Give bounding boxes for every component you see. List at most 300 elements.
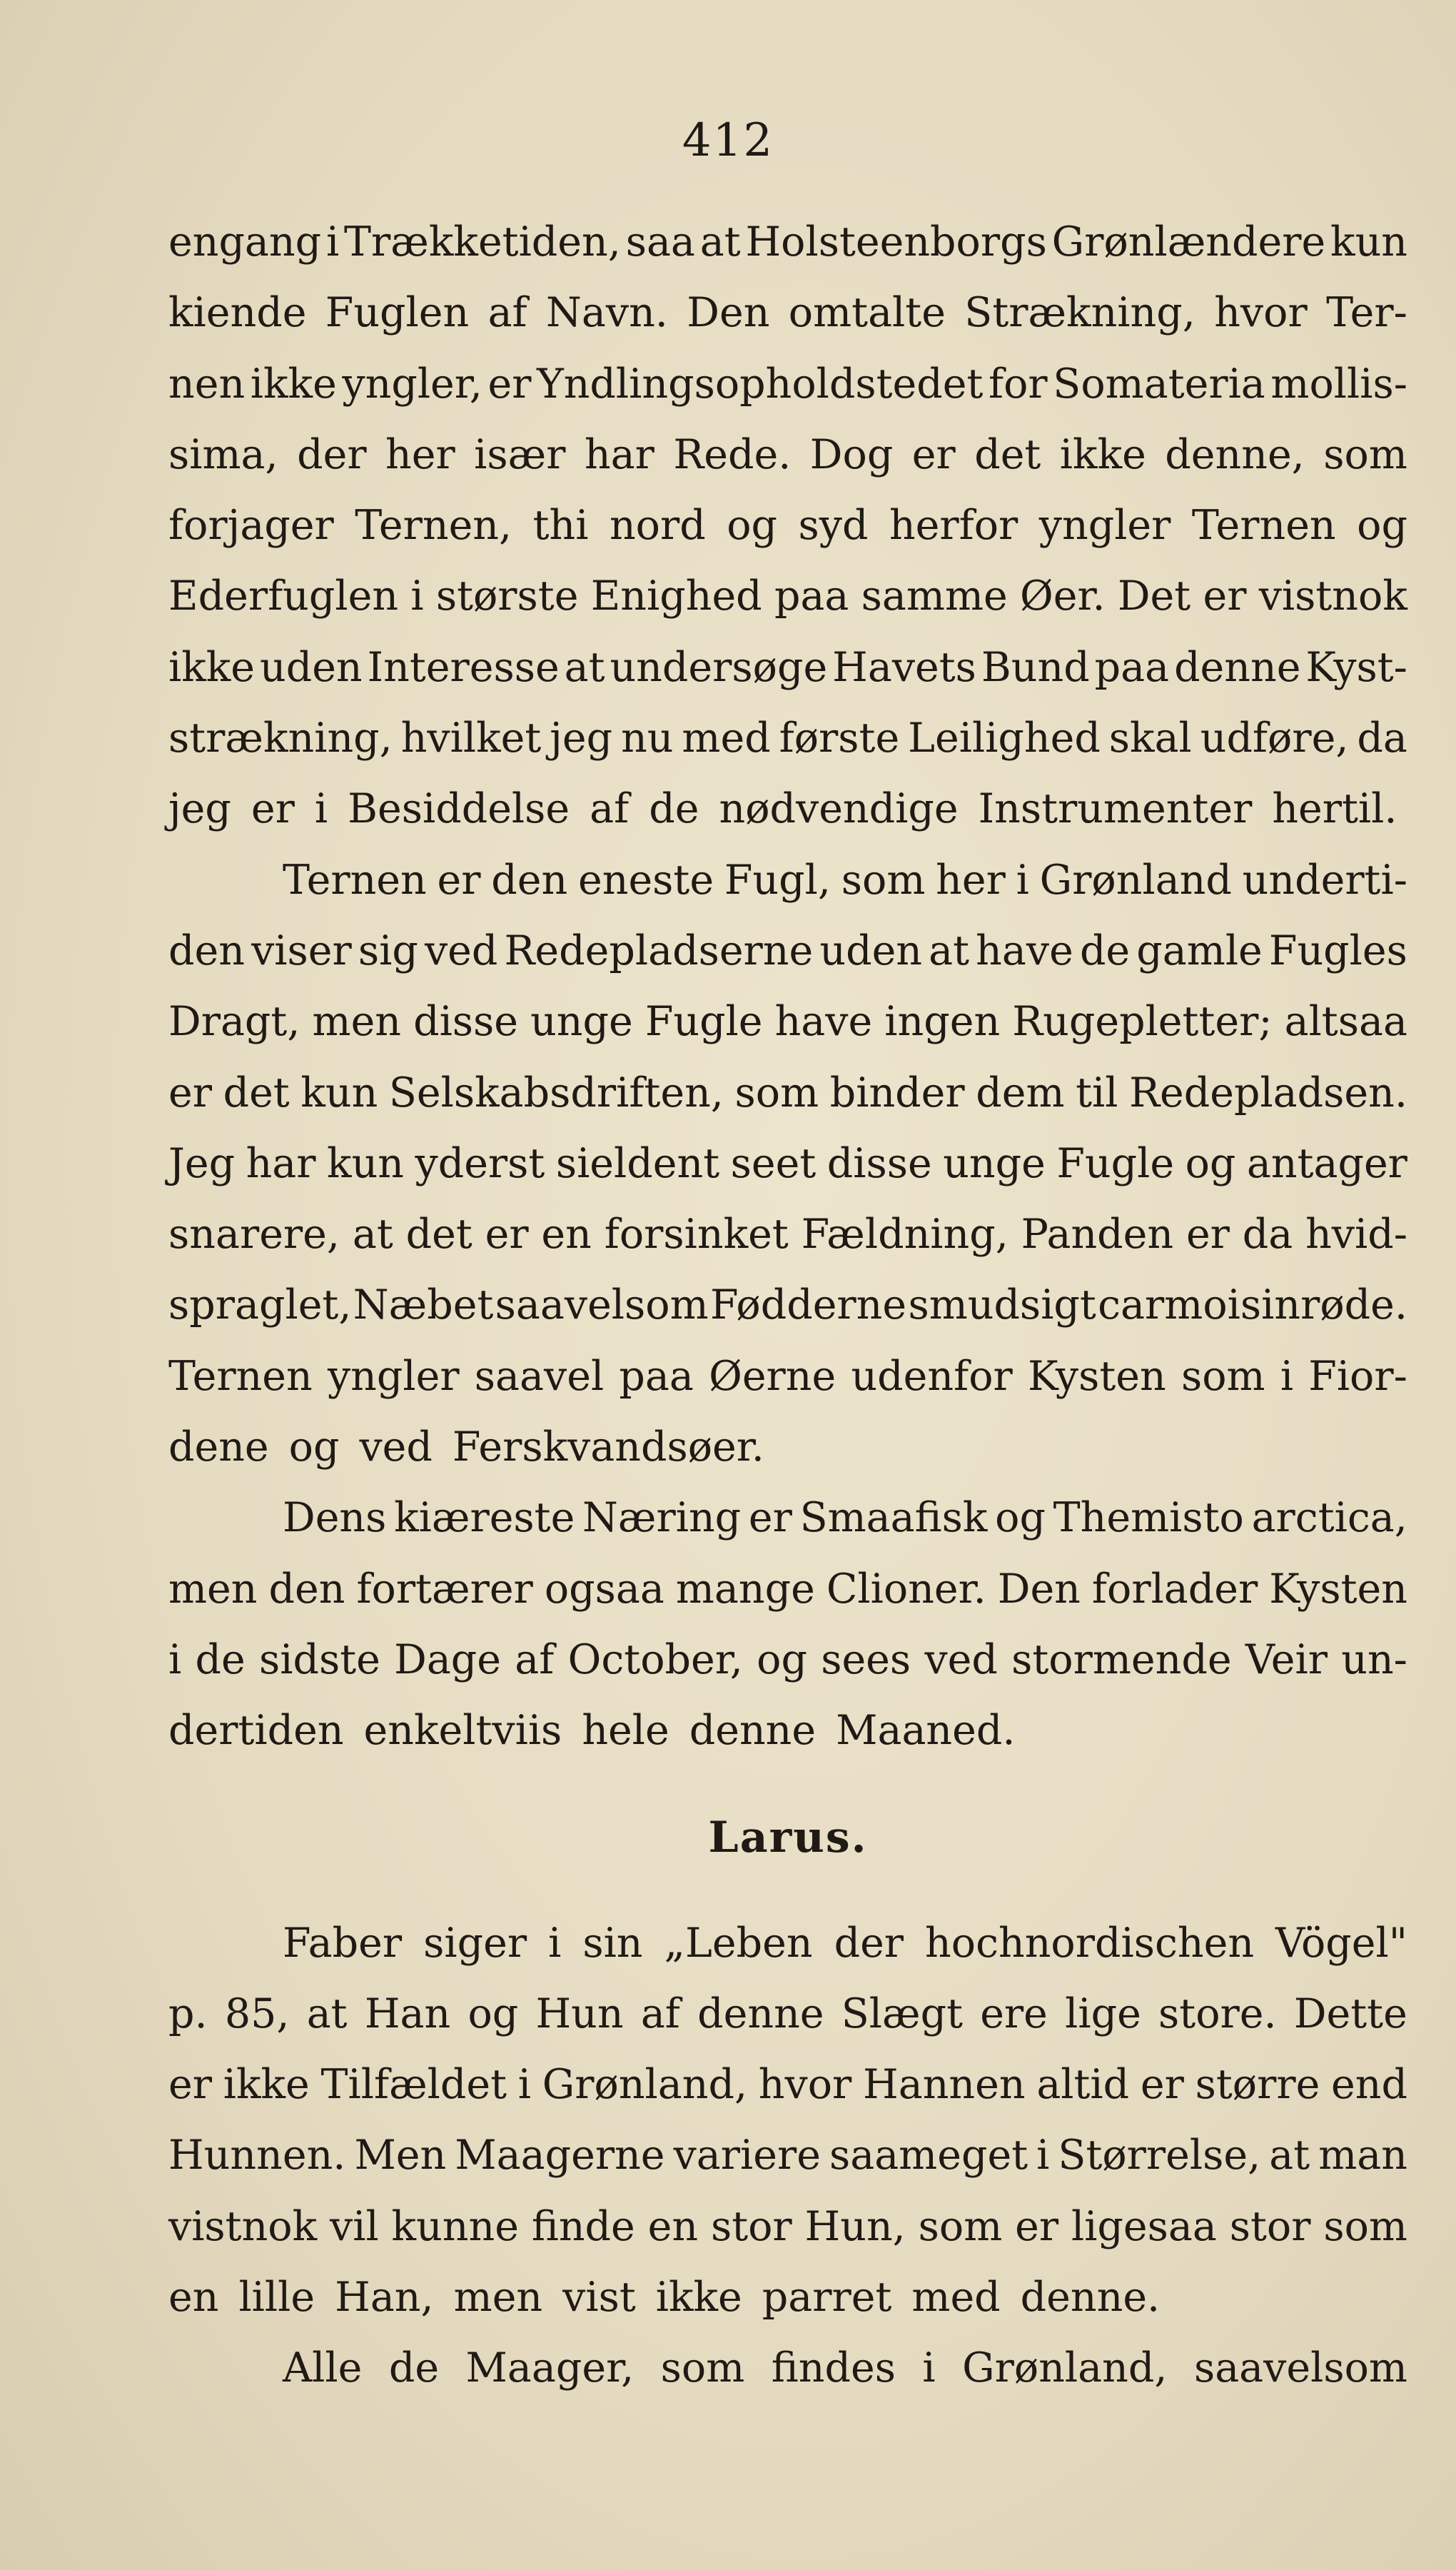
word: er <box>251 785 295 833</box>
word: Øerne <box>709 1352 836 1400</box>
word: da <box>1357 715 1407 762</box>
word: carmoisinrøde. <box>1098 1281 1407 1329</box>
word: stor <box>710 2202 792 2250</box>
word: Den <box>687 289 770 337</box>
word: Ternen <box>168 1352 313 1400</box>
word: unge <box>943 1139 1046 1187</box>
word: Fior- <box>1308 1352 1407 1400</box>
word: Maaned. <box>836 1707 1016 1755</box>
word: i <box>410 573 424 620</box>
word: men <box>312 998 402 1046</box>
word: er <box>1203 573 1247 620</box>
word: binder <box>829 1069 965 1117</box>
word: i <box>168 1636 182 1683</box>
word: Yndlingsopholdstedet <box>537 360 984 408</box>
word: der <box>297 430 367 478</box>
word: enkeltviis <box>363 1707 562 1755</box>
word: men <box>168 1565 258 1613</box>
text-line <box>168 845 1407 916</box>
word: saavelsom <box>1193 2344 1407 2392</box>
word: af <box>590 785 630 833</box>
word: ingen <box>884 998 1001 1046</box>
word: Maagerne <box>455 2132 665 2180</box>
word: at <box>352 1211 393 1259</box>
word: mollis- <box>1270 360 1407 408</box>
word: som <box>660 2344 745 2392</box>
word: en <box>541 1211 592 1259</box>
text-line <box>168 2050 1407 2120</box>
word: Fugle <box>644 998 763 1046</box>
text-line <box>168 1058 1407 1129</box>
word: Jeg <box>168 1139 236 1187</box>
word: sima, <box>168 430 278 478</box>
word: er <box>1140 2061 1184 2109</box>
word: stor <box>1229 2202 1311 2250</box>
word: lige <box>1065 1990 1141 2037</box>
word: disse <box>826 1139 932 1187</box>
word: Ferskvandsøer. <box>452 1423 764 1471</box>
word: ere <box>980 1990 1048 2037</box>
word: ligesaa <box>1071 2202 1217 2250</box>
text-line <box>168 703 1407 774</box>
word: yngler, <box>342 360 482 408</box>
word: dertiden <box>168 1707 344 1755</box>
word: Veir <box>1245 1636 1328 1683</box>
word: men <box>453 2274 543 2322</box>
word: engang <box>168 218 322 266</box>
word: i <box>314 785 328 833</box>
word: nord <box>609 502 706 550</box>
word: kun <box>1330 218 1407 266</box>
word: October, <box>567 1636 743 1683</box>
word: udenfor <box>851 1352 1013 1400</box>
word: hvor <box>758 2061 852 2109</box>
word: Han, <box>335 2274 434 2322</box>
word: Næbet <box>353 1281 494 1329</box>
word: Ternen <box>1191 502 1336 550</box>
text-line <box>168 633 1407 703</box>
word: Redepladserne <box>504 927 814 974</box>
word: mange <box>675 1565 815 1613</box>
word: have <box>976 927 1073 974</box>
word: denne <box>1174 643 1301 691</box>
word: Ter- <box>1326 289 1407 337</box>
word: har <box>584 430 654 478</box>
word: kiende <box>168 289 307 337</box>
word: antager <box>1246 1139 1407 1187</box>
word: Grønland, <box>542 2061 748 2109</box>
word: Faber <box>283 1919 403 1967</box>
text-line <box>168 1483 1407 1553</box>
word: har <box>246 1139 316 1187</box>
word: Rede. <box>673 430 792 478</box>
word: af <box>515 1636 555 1683</box>
word: arctica, <box>1251 1494 1407 1542</box>
word: at <box>699 218 741 266</box>
word: den <box>168 927 245 974</box>
word: Hannen <box>863 2061 1026 2109</box>
word: Panden <box>1021 1211 1174 1259</box>
word: altid <box>1036 2061 1130 2109</box>
word: som <box>1181 1352 1265 1400</box>
word: for <box>989 360 1048 408</box>
word: nødvendige <box>719 785 959 833</box>
word: som <box>841 856 926 904</box>
word: Besiddelse <box>348 785 570 833</box>
word: Hun, <box>804 2202 906 2250</box>
word: denne <box>689 1707 817 1755</box>
paragraph <box>168 2333 1407 2404</box>
word: i <box>1280 1352 1294 1400</box>
word: altsaa <box>1284 998 1407 1046</box>
word: ved <box>359 1423 433 1471</box>
word: paa <box>1094 643 1170 691</box>
word: Fældning, <box>801 1211 1008 1259</box>
word: Tilfældet <box>320 2061 507 2109</box>
word: sees <box>821 1636 911 1683</box>
text-line <box>168 1625 1407 1695</box>
word: denne <box>697 1990 824 2037</box>
word: denne, <box>1165 430 1305 478</box>
word: thi <box>532 502 589 550</box>
word: kunne <box>391 2202 519 2250</box>
text-line <box>168 2120 1407 2191</box>
word: underti- <box>1242 856 1407 904</box>
text-line <box>168 1554 1407 1625</box>
word: Kysten <box>1269 1565 1407 1613</box>
word: Fugles <box>1268 927 1407 974</box>
word: syd <box>798 502 869 550</box>
word: og <box>1357 502 1407 550</box>
word: her <box>385 430 455 478</box>
word: da <box>1242 1211 1293 1259</box>
word: hvid- <box>1305 1211 1407 1259</box>
text-line <box>168 349 1407 420</box>
word: finde <box>531 2202 635 2250</box>
word: med <box>911 2274 1001 2322</box>
word: Fugle <box>1056 1139 1175 1187</box>
word: i <box>517 2061 531 2109</box>
text-line <box>168 1412 1407 1483</box>
word: yderst <box>415 1139 545 1187</box>
word: en <box>647 2202 699 2250</box>
word: Holsteenborgs <box>745 218 1047 266</box>
word: Ederfuglen <box>168 573 399 620</box>
word: Rugepletter; <box>1012 998 1273 1046</box>
word: Instrumenter <box>978 785 1253 833</box>
word: disse <box>413 998 519 1046</box>
page-number: 412 <box>682 114 774 167</box>
word: Clioner. <box>826 1565 986 1613</box>
word: det <box>974 430 1041 478</box>
word: af <box>487 289 527 337</box>
text-line <box>168 1199 1407 1270</box>
word: og <box>995 1494 1046 1542</box>
word: Størrelse, <box>1058 2132 1261 2180</box>
text-line <box>168 490 1407 561</box>
word: ikke <box>250 360 337 408</box>
word: vil <box>330 2202 379 2250</box>
word: og <box>727 502 778 550</box>
word: seet <box>730 1139 817 1187</box>
word: spraglet, <box>168 1281 352 1329</box>
word: Dog <box>809 430 894 478</box>
text-line <box>168 916 1407 987</box>
word: som <box>734 1069 819 1117</box>
word: omtalte <box>788 289 946 337</box>
word: Fugl, <box>724 856 831 904</box>
text-line <box>168 2262 1407 2333</box>
word: at <box>306 1990 348 2037</box>
word: hvor <box>1214 289 1308 337</box>
word: Kyst- <box>1305 643 1407 691</box>
word: Øer. <box>1020 573 1106 620</box>
word: de <box>649 785 699 833</box>
word: til <box>1076 1069 1118 1117</box>
word: Trækketiden, <box>344 218 621 266</box>
word: største <box>435 573 579 620</box>
word: med <box>682 715 771 762</box>
word: Næring <box>582 1494 742 1542</box>
word: og <box>757 1636 807 1683</box>
text-line <box>168 420 1407 490</box>
word: yngler <box>1038 502 1171 550</box>
word: er <box>168 2061 212 2109</box>
word: parret <box>762 2274 892 2322</box>
word: at <box>929 927 970 974</box>
word: i <box>325 218 340 266</box>
word: Men <box>354 2132 447 2180</box>
word: de <box>388 2344 440 2392</box>
word: samme <box>861 573 1008 620</box>
word: Somateria <box>1053 360 1265 408</box>
word: og <box>288 1423 340 1471</box>
word: og <box>467 1990 519 2037</box>
paragraph <box>168 1908 1407 2334</box>
word: er <box>485 1211 529 1259</box>
word: Dage <box>394 1636 502 1683</box>
word: Det <box>1117 573 1191 620</box>
word: Dens <box>283 1494 387 1542</box>
word: er <box>748 1494 792 1542</box>
word: som <box>1323 430 1407 478</box>
word: er <box>168 1069 212 1117</box>
word: saavel <box>474 1352 605 1400</box>
word: Maager, <box>465 2344 635 2392</box>
word: kiæreste <box>394 1494 575 1542</box>
word: unge <box>530 998 633 1046</box>
word: ved <box>924 1636 998 1683</box>
word: Hunnen. <box>168 2132 346 2180</box>
word: Fuglen <box>325 289 470 337</box>
word: Themisto <box>1053 1494 1244 1542</box>
word: Smaafisk <box>799 1494 988 1542</box>
word: Selskabsdriften, <box>388 1069 724 1117</box>
word: ikke <box>223 2061 310 2109</box>
word: uden <box>819 927 923 974</box>
word: ikke <box>168 643 256 691</box>
text-line <box>168 1695 1407 1766</box>
word: p. <box>168 1990 208 2037</box>
text-line <box>168 1908 1407 1979</box>
word: fortærer <box>356 1565 533 1613</box>
word: udføre, <box>1200 715 1349 762</box>
word: Alle <box>283 2344 363 2392</box>
word: Slægt <box>841 1990 963 2037</box>
word: gamle <box>1136 927 1263 974</box>
word: variere <box>673 2132 821 2180</box>
word: yngler <box>327 1352 460 1400</box>
word: som <box>918 2202 1003 2250</box>
word: som <box>1323 2202 1407 2250</box>
word: forsinket <box>604 1211 789 1259</box>
word: sidste <box>259 1636 380 1683</box>
word: at <box>564 643 605 691</box>
word: Grønland <box>1039 856 1232 904</box>
word: Enighed <box>590 573 762 620</box>
word: 85, <box>224 1990 290 2037</box>
text-line <box>168 561 1407 632</box>
word: uden <box>260 643 363 691</box>
word: store. <box>1158 1990 1277 2037</box>
word: ved <box>424 927 498 974</box>
word: nu <box>621 715 674 762</box>
word: Redepladsen. <box>1129 1069 1407 1117</box>
word: Leilighed <box>908 715 1101 762</box>
word: Den <box>997 1565 1081 1613</box>
word: dem <box>976 1069 1065 1117</box>
word: jeg <box>168 785 231 833</box>
word: Strækning, <box>964 289 1195 337</box>
text-line <box>168 1341 1407 1412</box>
word: denne. <box>1020 2274 1161 2322</box>
word: stormende <box>1011 1636 1232 1683</box>
word: hochnordischen <box>925 1919 1255 1967</box>
word: er <box>1015 2202 1059 2250</box>
word: Grønlændere <box>1051 218 1326 266</box>
word: undersøge <box>610 643 828 691</box>
word: vistnok <box>1258 573 1407 620</box>
word: forlader <box>1091 1565 1258 1613</box>
paragraph <box>168 207 1407 845</box>
word: Dragt, <box>168 998 300 1046</box>
word: sieldent <box>555 1139 720 1187</box>
word: saa <box>625 218 695 266</box>
word: ogsaa <box>544 1565 664 1613</box>
word: er <box>487 360 532 408</box>
word: saameget <box>829 2132 1028 2180</box>
word: man <box>1318 2132 1407 2180</box>
text-line <box>168 2333 1407 2404</box>
word: have <box>774 998 873 1046</box>
word: nen <box>168 360 246 408</box>
word: vistnok <box>168 2202 318 2250</box>
word: lille <box>238 2274 315 2322</box>
word: Kysten <box>1028 1352 1166 1400</box>
word: Grønland, <box>962 2344 1168 2392</box>
word: paa <box>619 1352 694 1400</box>
text-line <box>168 1979 1407 2050</box>
paragraph <box>168 1483 1407 1766</box>
word: det <box>405 1211 472 1259</box>
word: den <box>268 1565 345 1613</box>
text-line <box>168 1129 1407 1199</box>
word: Navn. <box>546 289 668 337</box>
word: paa <box>774 573 849 620</box>
word: ikke <box>1059 430 1146 478</box>
text-line <box>168 1270 1407 1341</box>
word: i <box>1016 856 1029 904</box>
word: Fødderne <box>709 1281 907 1329</box>
word: kun <box>300 1069 378 1117</box>
text-line <box>168 2192 1407 2262</box>
word: Interesse <box>367 643 560 691</box>
text-line <box>168 774 1407 845</box>
word: de <box>195 1636 246 1683</box>
word: i <box>922 2344 936 2392</box>
text-line <box>168 207 1407 278</box>
word: Hun <box>535 1990 624 2037</box>
word: her <box>936 856 1006 904</box>
body-text <box>168 207 1407 2404</box>
word: kun <box>327 1139 404 1187</box>
text-line <box>168 278 1407 348</box>
word: dene <box>168 1423 269 1471</box>
word: saavelsom <box>495 1281 709 1329</box>
word: Ternen <box>283 856 427 904</box>
word: snarere, <box>168 1211 340 1259</box>
word: findes <box>771 2344 896 2392</box>
word: skal <box>1108 715 1192 762</box>
word: Dette <box>1293 1990 1407 2037</box>
word: un- <box>1341 1636 1407 1683</box>
word: sin <box>582 1919 643 1967</box>
text-line <box>168 987 1407 1057</box>
word: hele <box>582 1707 669 1755</box>
word: og <box>1185 1139 1236 1187</box>
word: forjager <box>168 502 334 550</box>
word: end <box>1331 2061 1407 2109</box>
word: der <box>834 1919 904 1967</box>
word: Ternen, <box>355 502 512 550</box>
word: den <box>491 856 568 904</box>
paragraph <box>168 845 1407 1483</box>
word: herfor <box>889 502 1018 550</box>
word: eneste <box>578 856 714 904</box>
word: større <box>1195 2061 1320 2109</box>
word: ikke <box>655 2274 742 2322</box>
word: er <box>437 856 481 904</box>
word: viser <box>251 927 352 974</box>
word: af <box>640 1990 680 2037</box>
word: hvilket <box>400 715 542 762</box>
word: at <box>1269 2132 1310 2180</box>
word: siger <box>423 1919 527 1967</box>
word: sig <box>358 927 418 974</box>
word: strækning, <box>168 715 393 762</box>
word: de <box>1079 927 1131 974</box>
word: det <box>223 1069 290 1117</box>
word: jeg <box>550 715 613 762</box>
word: første <box>779 715 900 762</box>
word: Vögel" <box>1275 1919 1407 1967</box>
word: i <box>1036 2132 1050 2180</box>
word: især <box>474 430 566 478</box>
section-heading: Larus. <box>708 1812 868 1863</box>
word: Bund <box>981 643 1090 691</box>
word: en <box>168 2274 219 2322</box>
word: Havets <box>832 643 976 691</box>
